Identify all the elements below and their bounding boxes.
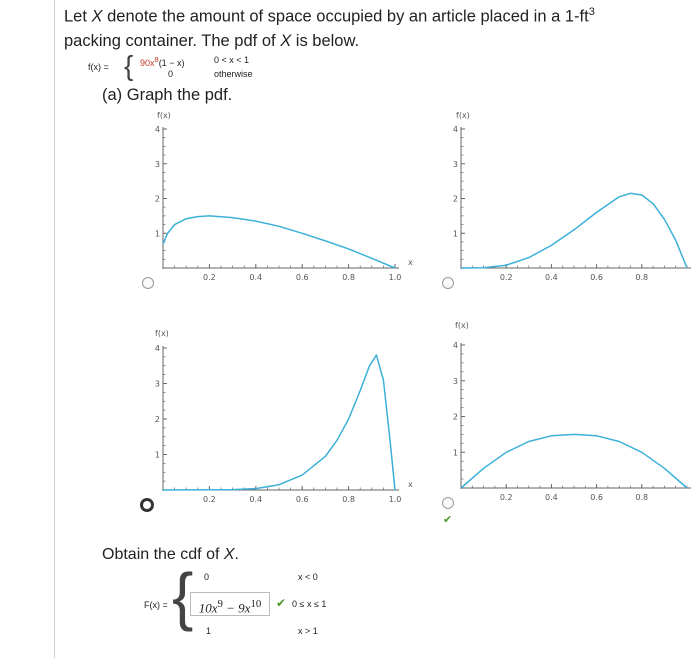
x-tick-label: 0.4 (249, 273, 263, 282)
x-tick-label: 0.6 (295, 273, 309, 282)
x-tick-label: 0.6 (295, 495, 309, 504)
x-tick-label: 0.2 (499, 493, 513, 502)
cdf-question: Obtain the cdf of X. (102, 546, 239, 563)
y-tick-label: 3 (154, 379, 160, 389)
check-icon: ✔ (443, 513, 453, 526)
x-axis-label: x (408, 258, 413, 267)
y-tick-label: 4 (452, 341, 458, 350)
x-tick-label: 0.2 (203, 273, 216, 282)
cdf-case0-value: 0 (204, 572, 210, 582)
pdf-curve (163, 216, 395, 268)
pdf-case2-expression: 0 (168, 69, 174, 79)
y-tick-label: 3 (452, 159, 458, 169)
x-tick-label: 1.0 (388, 495, 402, 504)
x-tick-label: 0.4 (545, 273, 558, 282)
x-tick-label: 0.8 (635, 273, 649, 282)
x-tick-label: 0.8 (635, 493, 649, 502)
y-tick-label: 2 (452, 194, 458, 204)
graph-option-2[interactable] (443, 111, 692, 289)
y-tick-label: 1 (154, 450, 160, 460)
cdf-label: F(x) = (144, 600, 168, 610)
cdf-case2-condition: x > 1 (298, 626, 318, 636)
pdf-case2-condition: otherwise (214, 69, 253, 79)
check-icon: ✔ (276, 596, 287, 610)
radio-button[interactable] (443, 498, 454, 509)
pdf-curve (163, 355, 395, 490)
y-tick-label: 4 (154, 125, 160, 134)
x-tick-label: 1.0 (388, 273, 402, 282)
cdf-answer-input[interactable]: $10x^9 - 9x^{10}$ (190, 592, 270, 616)
y-tick-label: 3 (154, 159, 160, 169)
y-tick-label: 2 (154, 194, 160, 204)
x-tick-label: 0.8 (342, 273, 355, 282)
y-axis-label: f(x) (456, 111, 470, 120)
pdf-brace: { (124, 50, 134, 81)
y-tick-label: 3 (452, 376, 458, 386)
y-tick-label: 4 (154, 344, 160, 353)
cdf-case1-condition: 0 ≤ x ≤ 1 (292, 599, 327, 609)
radio-button[interactable] (443, 278, 454, 289)
x-tick-label: 0.4 (249, 495, 263, 504)
graph-option-3[interactable] (142, 329, 414, 511)
pdf-label: f(x) = (88, 62, 109, 72)
pdf-curve (461, 193, 687, 268)
y-tick-label: 2 (452, 412, 458, 422)
y-tick-label: 1 (452, 448, 458, 458)
y-tick-label: 2 (154, 415, 160, 424)
pdf-case1-condition: 0 < x < 1 (214, 55, 250, 65)
graph-option-1[interactable] (143, 111, 414, 289)
cdf-definition (140, 560, 380, 644)
y-axis-label: f(x) (157, 111, 171, 120)
pdf-case1-expression: $90x^8(1 - x)$ (140, 55, 185, 68)
part-a-label: (a) Graph the pdf. (102, 86, 233, 104)
cdf-case2-value: 1 (206, 626, 212, 636)
cdf-case0-condition: x < 0 (298, 572, 318, 582)
graph-option-4[interactable] (443, 321, 692, 526)
x-axis-label: x (408, 480, 413, 489)
pdf-curve (461, 434, 687, 488)
problem-line-1: Let X denote the amount of space occupied by an article placed in a $1-ft^3$ (64, 6, 595, 26)
y-axis-label: f(x) (155, 329, 169, 338)
x-tick-label: 0.4 (545, 493, 558, 502)
x-tick-label: 0.2 (203, 495, 216, 504)
y-tick-label: 1 (452, 229, 458, 239)
problem-line-2: packing container. The pdf of X is below. (64, 31, 360, 50)
y-tick-label: 1 (154, 229, 160, 239)
x-tick-label: 0.8 (342, 495, 355, 504)
x-tick-label: 0.6 (590, 273, 603, 282)
x-tick-label: 0.6 (590, 493, 603, 502)
y-axis-label: f(x) (455, 321, 469, 330)
radio-button[interactable] (143, 278, 154, 289)
cdf-brace: { (172, 560, 194, 632)
x-tick-label: 0.2 (499, 273, 513, 282)
radio-button-selected[interactable] (142, 500, 153, 511)
y-tick-label: 4 (452, 125, 458, 134)
